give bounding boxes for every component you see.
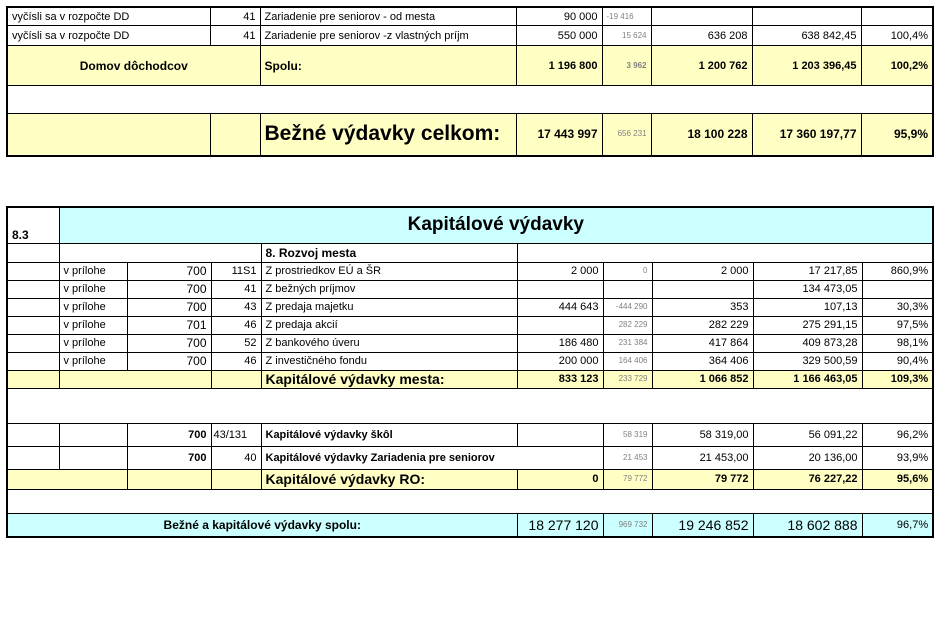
subheading-row: [7, 243, 933, 262]
capital-expenses-table: [6, 206, 934, 538]
adjusted-cell: 417 864: [652, 334, 753, 352]
pct-cell: 100,2%: [861, 46, 933, 86]
pct-cell: [862, 280, 933, 298]
budget-cell: 2 000: [517, 262, 603, 280]
change-cell: [603, 280, 652, 298]
spolu-label: Spolu:: [260, 46, 516, 86]
budget-cell: [517, 280, 603, 298]
program-cell: 700: [127, 334, 211, 352]
actual-cell: 17 360 197,77: [752, 114, 861, 156]
adjusted-cell: 21 453,00: [652, 446, 753, 469]
actual-cell: 56 091,22: [753, 423, 862, 446]
name-cell: Z investičného fondu: [261, 352, 517, 370]
pct-cell: 109,3%: [862, 370, 933, 388]
budget-cell: 90 000: [516, 7, 602, 26]
pct-cell: 96,7%: [896, 518, 929, 531]
pct-cell: 95,9%: [893, 127, 928, 142]
program-cell: 700: [127, 423, 211, 446]
grand-total-label: Bežné a kapitálové výdavky spolu:: [7, 513, 517, 537]
table-row: [7, 262, 933, 280]
name-cell: Z bežných príjmov: [261, 280, 517, 298]
change-cell: 231 384: [603, 334, 652, 352]
code-cell: 52: [211, 334, 261, 352]
change-cell: 58 319: [603, 423, 652, 446]
adjusted-cell: 1 200 762: [651, 46, 752, 86]
actual-cell: 638 842,45: [752, 26, 861, 46]
actual-cell: 18 602 888: [753, 513, 862, 537]
src-cell: v prílohe: [59, 298, 127, 316]
program-cell: 700: [127, 446, 211, 469]
change-cell: 282 229: [603, 316, 652, 334]
program-subheading: 8. Rozvoj mesta: [261, 243, 517, 262]
running-total-label: Bežné výdavky celkom:: [260, 114, 516, 156]
change-cell: 79 772: [603, 469, 652, 489]
table-row: [7, 334, 933, 352]
table-row: [7, 316, 933, 334]
change-cell: 21 453: [603, 446, 652, 469]
program-cell: 701: [127, 316, 211, 334]
actual-cell: 409 873,28: [753, 334, 862, 352]
program-cell: 700: [127, 298, 211, 316]
pct-cell: 90,4%: [862, 352, 933, 370]
budget-cell: [517, 316, 603, 334]
source-cell: vyčísli sa v rozpočte DD: [7, 7, 210, 26]
budget-cell: 18 277 120: [517, 513, 603, 537]
actual-cell: 1 203 396,45: [752, 46, 861, 86]
actual-cell: 275 291,15: [753, 316, 862, 334]
name-cell: Kapitálové výdavky škôl: [261, 423, 517, 446]
adjusted-cell: 18 100 228: [651, 114, 752, 156]
adjusted-cell: 2 000: [652, 262, 753, 280]
program-cell: 700: [127, 352, 211, 370]
pct-cell: [861, 7, 933, 26]
change-cell: 656 231: [602, 114, 651, 156]
pct-cell: 95,6%: [862, 469, 933, 489]
spacer-row: [7, 489, 933, 513]
adjusted-cell: 1 066 852: [652, 370, 753, 388]
code-cell: 40: [211, 446, 261, 469]
table-row: [7, 7, 933, 26]
code-cell: 41: [210, 26, 260, 46]
adjusted-cell: 353: [652, 298, 753, 316]
budget-cell: 444 643: [517, 298, 603, 316]
src-cell: v prílohe: [59, 262, 127, 280]
pct-cell: 97,5%: [862, 316, 933, 334]
grand-running-total-row: [7, 114, 933, 156]
table-row: [7, 26, 933, 46]
pct-cell: 860,9%: [862, 262, 933, 280]
actual-cell: 134 473,05: [753, 280, 862, 298]
pct-cell: 98,1%: [862, 334, 933, 352]
name-cell: Zariadenie pre seniorov -z vlastných príjm: [260, 26, 516, 46]
code-cell: 46: [211, 352, 261, 370]
city-capital-total-row: [7, 370, 933, 388]
grand-total-row: [7, 513, 933, 537]
change-cell: 969 732: [603, 513, 652, 537]
adjusted-cell: 364 406: [652, 352, 753, 370]
actual-cell: 76 227,22: [753, 469, 862, 489]
adjusted-cell: 19 246 852: [652, 513, 753, 537]
actual-cell: [752, 7, 861, 26]
actual-cell: 107,13: [753, 298, 862, 316]
src-cell: v prílohe: [59, 352, 127, 370]
table-row: [7, 280, 933, 298]
domov-total-row: [7, 46, 933, 86]
src-cell: v prílohe: [59, 334, 127, 352]
pct-cell: 96,2%: [862, 423, 933, 446]
table-row: [7, 352, 933, 370]
source-cell: vyčísli sa v rozpočte DD: [7, 26, 210, 46]
adjusted-cell: 282 229: [652, 316, 753, 334]
actual-cell: 17 217,85: [753, 262, 862, 280]
domov-label: Domov dôchodcov: [7, 46, 260, 86]
pct-cell: 100,4%: [861, 26, 933, 46]
ro-total-label: Kapitálové výdavky RO:: [261, 469, 517, 489]
actual-cell: 329 500,59: [753, 352, 862, 370]
budget-cell: 17 443 997: [516, 114, 602, 156]
budget-cell: 1 196 800: [516, 46, 602, 86]
spacer-row: [7, 86, 933, 114]
code-cell: 41: [210, 7, 260, 26]
actual-cell: 20 136,00: [753, 446, 862, 469]
pct-cell: 30,3%: [862, 298, 933, 316]
budget-cell: 550 000: [516, 26, 602, 46]
budget-cell: 833 123: [517, 370, 603, 388]
code-cell: 46: [211, 316, 261, 334]
section-number: 8.3: [7, 207, 59, 243]
program-cell: 700: [127, 262, 211, 280]
name-cell: Kapitálové výdavky Zariadenia pre seniorov: [261, 446, 603, 469]
name-cell: Z prostriedkov EÚ a ŠR: [261, 262, 517, 280]
running-expenses-table: [6, 6, 934, 157]
adjusted-cell: 636 208: [651, 26, 752, 46]
budget-cell: 200 000: [517, 352, 603, 370]
code-cell: 11S1: [211, 262, 261, 280]
section-title: Kapitálové výdavky: [59, 207, 933, 243]
adjusted-cell: 58 319,00: [652, 423, 753, 446]
change-cell: 164 406: [603, 352, 652, 370]
adjusted-cell: [652, 280, 753, 298]
spacer-row: [7, 388, 933, 423]
budget-cell: [517, 423, 603, 446]
change-cell: 15 624: [602, 26, 651, 46]
budget-cell: 0: [517, 469, 603, 489]
change-cell: 3 962: [602, 46, 651, 86]
table-row: [7, 446, 933, 469]
section-header-row: [7, 207, 933, 243]
ro-total-row: [7, 469, 933, 489]
adjusted-cell: [651, 7, 752, 26]
code-cell: 41: [211, 280, 261, 298]
change-cell: 233 729: [603, 370, 652, 388]
actual-cell: 1 166 463,05: [753, 370, 862, 388]
city-total-label: Kapitálové výdavky mesta:: [261, 370, 517, 388]
program-cell: 700: [127, 280, 211, 298]
name-cell: Z bankového úveru: [261, 334, 517, 352]
src-cell: v prílohe: [59, 316, 127, 334]
name-cell: Z predaja akcií: [261, 316, 517, 334]
pct-cell: 93,9%: [862, 446, 933, 469]
budget-cell: 186 480: [517, 334, 603, 352]
table-row: [7, 298, 933, 316]
adjusted-cell: 79 772: [652, 469, 753, 489]
change-cell: 0: [603, 262, 652, 280]
name-cell: Z predaja majetku: [261, 298, 517, 316]
change-cell: -19 416: [602, 7, 651, 26]
table-row: [7, 423, 933, 446]
code-cell: 43/131: [211, 423, 261, 446]
code-cell: 43: [211, 298, 261, 316]
change-cell: -444 290: [603, 298, 652, 316]
src-cell: v prílohe: [59, 280, 127, 298]
name-cell: Zariadenie pre seniorov - od mesta: [260, 7, 516, 26]
